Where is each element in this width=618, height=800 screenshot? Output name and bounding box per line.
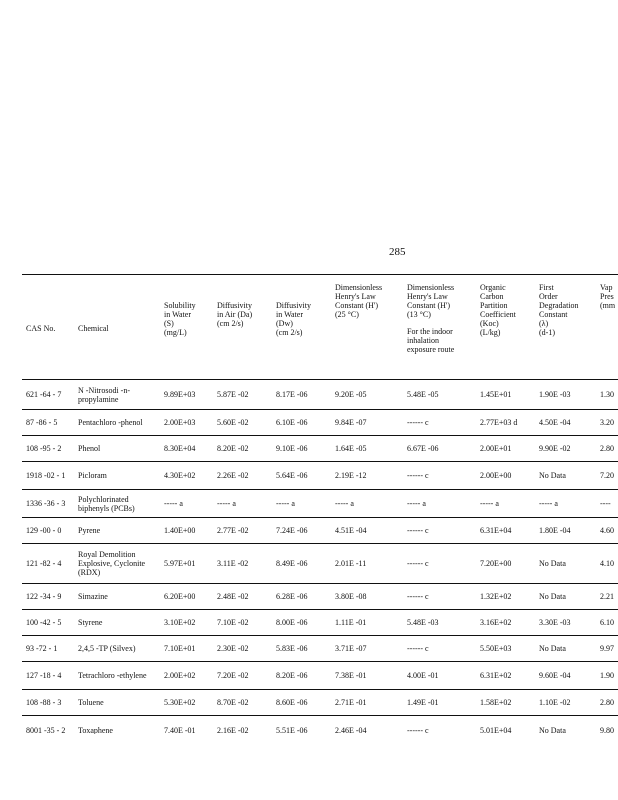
- solubility-cell: 5.97E+01: [164, 559, 196, 568]
- koc-cell: 6.31E+04: [480, 526, 512, 535]
- vapor-pressure-cell: ----: [600, 499, 611, 508]
- solubility-cell: 8.30E+04: [164, 444, 196, 453]
- vapor-pressure-cell: 2.80: [600, 698, 614, 707]
- solubility-cell: 2.00E+03: [164, 418, 196, 427]
- vapor-pressure-cell: 2.80: [600, 444, 614, 453]
- diffusivity-water-cell: 8.00E -06: [276, 618, 308, 627]
- diffusivity-water-cell: 6.10E -06: [276, 418, 308, 427]
- cas-cell: 1336 -36 - 3: [26, 499, 66, 508]
- henry-13-cell: ------ c: [407, 418, 429, 427]
- degradation-cell: 9.90E -02: [539, 444, 571, 453]
- henry-25-cell: 3.80E -08: [335, 592, 367, 601]
- vapor-pressure-cell: 7.20: [600, 471, 614, 480]
- diffusivity-air-cell: 3.11E -02: [217, 559, 249, 568]
- vapor-pressure-cell: 1.30: [600, 390, 614, 399]
- header-cas: CAS No.: [26, 323, 56, 333]
- koc-cell: 5.01E+04: [480, 726, 512, 734]
- henry-13-cell: ------ c: [407, 559, 429, 568]
- diffusivity-air-cell: 8.70E -02: [217, 698, 249, 707]
- diffusivity-air-cell: 2.26E -02: [217, 471, 249, 480]
- diffusivity-air-cell: 2.30E -02: [217, 644, 249, 653]
- cas-cell: 127 -18 - 4: [26, 671, 62, 680]
- henry-25-cell: 3.71E -07: [335, 644, 367, 653]
- solubility-cell: 2.00E+02: [164, 671, 196, 680]
- solubility-cell: 6.20E+00: [164, 592, 196, 601]
- vapor-pressure-cell: 1.90: [600, 671, 614, 680]
- vapor-pressure-cell: 9.80: [600, 726, 614, 734]
- henry-13-cell: 5.48E -05: [407, 390, 439, 399]
- solubility-cell: 5.30E+02: [164, 698, 196, 707]
- cas-cell: 129 -00 - 0: [26, 526, 62, 535]
- degradation-cell: No Data: [539, 726, 566, 734]
- diffusivity-air-cell: 8.20E -02: [217, 444, 249, 453]
- diffusivity-air-cell: 7.20E -02: [217, 671, 249, 680]
- koc-cell: 6.31E+02: [480, 671, 512, 680]
- henry-13-cell: ------ c: [407, 471, 429, 480]
- koc-cell: ----- a: [480, 499, 499, 508]
- henry-13-cell: 1.49E -01: [407, 698, 439, 707]
- koc-cell: 2.77E+03 d: [480, 418, 518, 427]
- degradation-cell: 4.50E -04: [539, 418, 571, 427]
- solubility-cell: 7.40E -01: [164, 726, 196, 734]
- henry-25-cell: 1.11E -01: [335, 618, 367, 627]
- chemical-cell: Pentachloro -phenol: [78, 418, 143, 427]
- diffusivity-air-cell: 2.77E -02: [217, 526, 249, 535]
- solubility-cell: 1.40E+00: [164, 526, 196, 535]
- henry-13-cell: ------ c: [407, 592, 429, 601]
- henry-13-cell: ------ c: [407, 644, 429, 653]
- henry-13-cell: 5.48E -03: [407, 618, 439, 627]
- cas-cell: 87 -86 - 5: [26, 418, 58, 427]
- cas-cell: 8001 -35 - 2: [26, 726, 66, 734]
- table-row: [22, 716, 618, 735]
- cas-cell: 93 -72 - 1: [26, 644, 58, 653]
- degradation-cell: 1.80E -04: [539, 526, 571, 535]
- chemical-cell: Toluene: [78, 698, 104, 707]
- henry-13-cell: ------ c: [407, 726, 429, 734]
- cas-cell: 121 -82 - 4: [26, 559, 62, 568]
- degradation-cell: 1.90E -03: [539, 390, 571, 399]
- cas-cell: 621 -64 - 7: [26, 390, 62, 399]
- table-row: [22, 380, 618, 410]
- henry-25-cell: 9.20E -05: [335, 390, 367, 399]
- chemical-cell: Toxaphene: [78, 726, 113, 734]
- henry-25-cell: 2.01E -11: [335, 559, 367, 568]
- chemical-properties-table: [22, 274, 618, 734]
- cas-cell: 1918 -02 - 1: [26, 471, 66, 480]
- koc-cell: 3.16E+02: [480, 618, 512, 627]
- table-row: [22, 518, 618, 544]
- chemical-cell: Simazine: [78, 592, 108, 601]
- degradation-cell: No Data: [539, 559, 566, 568]
- degradation-cell: 1.10E -02: [539, 698, 571, 707]
- degradation-cell: 9.60E -04: [539, 671, 571, 680]
- table-row: [22, 584, 618, 610]
- solubility-cell: 4.30E+02: [164, 471, 196, 480]
- chemical-cell: Styrene: [78, 618, 103, 627]
- koc-cell: 5.50E+03: [480, 644, 512, 653]
- chemical-cell: Phenol: [78, 444, 101, 453]
- henry-25-cell: 4.51E -04: [335, 526, 367, 535]
- header-vapor-pressure: Vap Pres (mm: [600, 283, 616, 310]
- diffusivity-air-cell: 5.87E -02: [217, 390, 249, 399]
- diffusivity-water-cell: 7.24E -06: [276, 526, 308, 535]
- diffusivity-air-cell: 2.16E -02: [217, 726, 249, 734]
- diffusivity-water-cell: 8.49E -06: [276, 559, 308, 568]
- henry-25-cell: 2.19E -12: [335, 471, 367, 480]
- diffusivity-water-cell: 5.51E -06: [276, 726, 308, 734]
- vapor-pressure-cell: 2.21: [600, 592, 614, 601]
- header-degradation: First Order Degradation Constant (λ) (d-1): [539, 283, 579, 337]
- table-row: [22, 662, 618, 690]
- koc-cell: 1.58E+02: [480, 698, 512, 707]
- henry-13-cell: 4.00E -01: [407, 671, 439, 680]
- header-diffusivity-water: Diffusivity in Water (Dw) (cm 2/s): [276, 301, 311, 337]
- chemical-cell: Pyrene: [78, 526, 101, 535]
- koc-cell: 1.32E+02: [480, 592, 512, 601]
- degradation-cell: No Data: [539, 471, 566, 480]
- header-diffusivity-air: Diffusivity in Air (Da) (cm 2/s): [217, 301, 253, 328]
- solubility-cell: 9.89E+03: [164, 390, 196, 399]
- henry-25-cell: 9.84E -07: [335, 418, 367, 427]
- henry-13-cell: ------ c: [407, 526, 429, 535]
- table-body: [22, 380, 618, 735]
- vapor-pressure-cell: 4.60: [600, 526, 614, 535]
- henry-13-cell: ----- a: [407, 499, 426, 508]
- vapor-pressure-cell: 4.10: [600, 559, 614, 568]
- header-henry-13-note: For the indoor inhalation exposure route: [407, 327, 455, 354]
- header-henry-25: Dimensionless Henry's Law Constant (H') (25 °C): [335, 283, 383, 319]
- table-row: [22, 436, 618, 462]
- vapor-pressure-cell: 3.20: [600, 418, 614, 427]
- table-row: [22, 462, 618, 490]
- header-henry-13: Dimensionless Henry's Law Constant (H') (13 °C) For the indoor inhalation exposure route: [403, 275, 476, 380]
- solubility-cell: 7.10E+01: [164, 644, 196, 653]
- diffusivity-water-cell: 5.64E -06: [276, 471, 308, 480]
- cas-cell: 122 -34 - 9: [26, 592, 62, 601]
- page-number: 285: [389, 246, 406, 258]
- diffusivity-water-cell: 5.83E -06: [276, 644, 308, 653]
- diffusivity-water-cell: 6.28E -06: [276, 592, 308, 601]
- chemical-cell: N -Nitrosodi -n-propylamine: [78, 385, 130, 404]
- table-row: [22, 544, 618, 584]
- table-row: [22, 490, 618, 518]
- henry-25-cell: 1.64E -05: [335, 444, 367, 453]
- diffusivity-air-cell: 7.10E -02: [217, 618, 249, 627]
- degradation-cell: 3.30E -03: [539, 618, 571, 627]
- table-row: [22, 610, 618, 636]
- degradation-cell: ----- a: [539, 499, 558, 508]
- henry-25-cell: 7.38E -01: [335, 671, 367, 680]
- henry-25-cell: 2.46E -04: [335, 726, 367, 734]
- table-header-row: [22, 275, 618, 380]
- diffusivity-water-cell: 8.17E -06: [276, 390, 308, 399]
- header-koc: Organic Carbon Partition Coefficient (Koc) (L/kg): [480, 283, 516, 337]
- chemical-cell: Picloram: [78, 471, 107, 480]
- header-solubility: Solubility in Water (S) (mg/L): [164, 301, 196, 337]
- solubility-cell: ----- a: [164, 499, 183, 508]
- chemical-cell: 2,4,5 -TP (Silvex): [78, 644, 136, 653]
- vapor-pressure-cell: 9.97: [600, 644, 614, 653]
- diffusivity-water-cell: 8.60E -06: [276, 698, 308, 707]
- henry-13-cell: 6.67E -06: [407, 444, 439, 453]
- henry-25-cell: 2.71E -01: [335, 698, 367, 707]
- cas-cell: 108 -88 - 3: [26, 698, 62, 707]
- diffusivity-water-cell: 9.10E -06: [276, 444, 308, 453]
- degradation-cell: No Data: [539, 644, 566, 653]
- diffusivity-air-cell: 2.48E -02: [217, 592, 249, 601]
- degradation-cell: No Data: [539, 592, 566, 601]
- koc-cell: 2.00E+01: [480, 444, 512, 453]
- chemical-properties-table-container: [22, 274, 618, 734]
- chemical-cell: Polychlorinated biphenyls (PCBs): [78, 494, 135, 513]
- solubility-cell: 3.10E+02: [164, 618, 196, 627]
- table-row: [22, 410, 618, 436]
- vapor-pressure-cell: 6.10: [600, 618, 614, 627]
- koc-cell: 1.45E+01: [480, 390, 512, 399]
- henry-25-cell: ----- a: [335, 499, 354, 508]
- koc-cell: 2.00E+00: [480, 471, 512, 480]
- chemical-cell: Tetrachloro -ethylene: [78, 671, 147, 680]
- table-row: [22, 636, 618, 662]
- diffusivity-air-cell: 5.60E -02: [217, 418, 249, 427]
- diffusivity-water-cell: ----- a: [276, 499, 295, 508]
- cas-cell: 108 -95 - 2: [26, 444, 62, 453]
- header-chemical: Chemical: [78, 323, 109, 333]
- diffusivity-air-cell: ----- a: [217, 499, 236, 508]
- koc-cell: 7.20E+00: [480, 559, 512, 568]
- table-row: [22, 690, 618, 716]
- chemical-cell: Royal Demolition Explosive, Cyclonite (RDX): [78, 550, 146, 577]
- cas-cell: 100 -42 - 5: [26, 618, 62, 627]
- diffusivity-water-cell: 8.20E -06: [276, 671, 308, 680]
